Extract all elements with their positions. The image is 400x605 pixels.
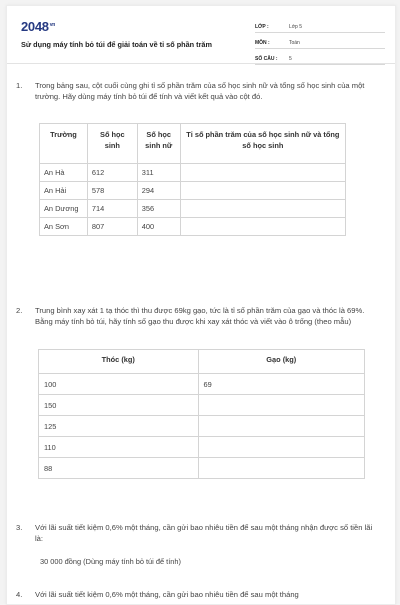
question-number: 4. <box>16 590 23 599</box>
table-cell: 110 <box>39 437 199 458</box>
table-cell: 69 <box>198 374 364 395</box>
question-number: 1. <box>16 81 23 90</box>
question-text: Với lãi suất tiết kiệm 0,6% một tháng, cần gửi bao nhiêu tiền để sau một tháng <box>35 590 299 599</box>
lesson-title: Sử dụng máy tính bỏ túi để giải toán về tỉ số phần trăm <box>21 40 212 49</box>
table-cell: 612 <box>87 164 137 182</box>
meta-label: LỚP : <box>255 24 269 30</box>
answer-cell[interactable] <box>180 164 345 182</box>
answer-cell[interactable] <box>180 182 345 200</box>
table-row <box>39 437 365 458</box>
table-cell: 356 <box>137 200 180 218</box>
students-table <box>39 123 346 236</box>
column-header: Gạo (kg) <box>198 350 364 374</box>
worksheet-header <box>7 6 395 64</box>
table-row <box>40 164 346 182</box>
answer-cell[interactable] <box>198 458 364 479</box>
table-row <box>39 458 365 479</box>
table-cell: 125 <box>39 416 199 437</box>
table-cell: An Hải <box>40 182 88 200</box>
table-row <box>40 182 346 200</box>
table-row <box>40 218 346 236</box>
table-row <box>40 200 346 218</box>
column-header: Số học sinh nữ <box>137 124 180 164</box>
table-cell: 311 <box>137 164 180 182</box>
site-logo[interactable]: $2048^{vn}$ <box>21 19 55 34</box>
question-3-answer: 30 000 đồng (Dùng máy tính bỏ túi để tính) <box>40 557 181 566</box>
meta-row-question-count <box>255 52 385 65</box>
meta-label: SỐ CÂU : <box>255 56 278 62</box>
meta-row-class <box>255 20 385 33</box>
table-row <box>39 395 365 416</box>
table-cell: 714 <box>87 200 137 218</box>
question-text: Trong bảng sau, cột cuối cùng ghi tỉ số phần trăm của số học sinh nữ và tổng số học sinh của một trường. Hãy dùng máy tính bỏ túi để tính và viết kết quả vào cột đó. <box>35 81 365 102</box>
meta-label: MÔN : <box>255 40 270 46</box>
table-cell: 578 <box>87 182 137 200</box>
table-cell: 150 <box>39 395 199 416</box>
column-header: Thóc (kg) <box>39 350 199 374</box>
answer-cell[interactable] <box>198 395 364 416</box>
meta-row-subject <box>255 36 385 49</box>
column-header: Trường <box>40 124 88 164</box>
question-number: 2. <box>16 306 23 315</box>
table-cell: 400 <box>137 218 180 236</box>
answer-cell[interactable] <box>180 218 345 236</box>
column-header: Tỉ số phần trăm của số học sinh nữ và tổng số học sinh <box>180 124 345 164</box>
table-row <box>39 374 365 395</box>
answer-cell[interactable] <box>198 437 364 458</box>
table-cell: 88 <box>39 458 199 479</box>
table-row <box>39 416 365 437</box>
table-cell: 294 <box>137 182 180 200</box>
answer-cell[interactable] <box>180 200 345 218</box>
table-cell: An Sơn <box>40 218 88 236</box>
question-text: Trung bình xay xát 1 tạ thóc thì thu được 69kg gạo, tức là tỉ số phần trăm của gạo và thóc là 69%. Bằng máy tính bỏ túi, hãy tính số gạo thu được khi xay xát thóc và viết vào ô trống (theo mẫu) <box>35 306 365 327</box>
meta-value: 5 <box>289 56 292 62</box>
question-text: Với lãi suất tiết kiệm 0,6% một tháng, cần gửi bao nhiêu tiền để sau một tháng nhận được số tiền lãi là: <box>35 523 373 544</box>
rice-table <box>38 349 365 479</box>
worksheet-meta <box>255 20 385 68</box>
column-header: Số học sinh <box>87 124 137 164</box>
question-number: 3. <box>16 523 23 532</box>
table-cell: 807 <box>87 218 137 236</box>
meta-value: Toán <box>289 40 300 46</box>
table-header-row <box>39 350 365 374</box>
table-cell: 100 <box>39 374 199 395</box>
answer-cell[interactable] <box>198 416 364 437</box>
table-cell: An Hà <box>40 164 88 182</box>
table-header-row <box>40 124 346 164</box>
table-cell: An Dương <box>40 200 88 218</box>
meta-value: Lớp 5 <box>289 24 303 30</box>
